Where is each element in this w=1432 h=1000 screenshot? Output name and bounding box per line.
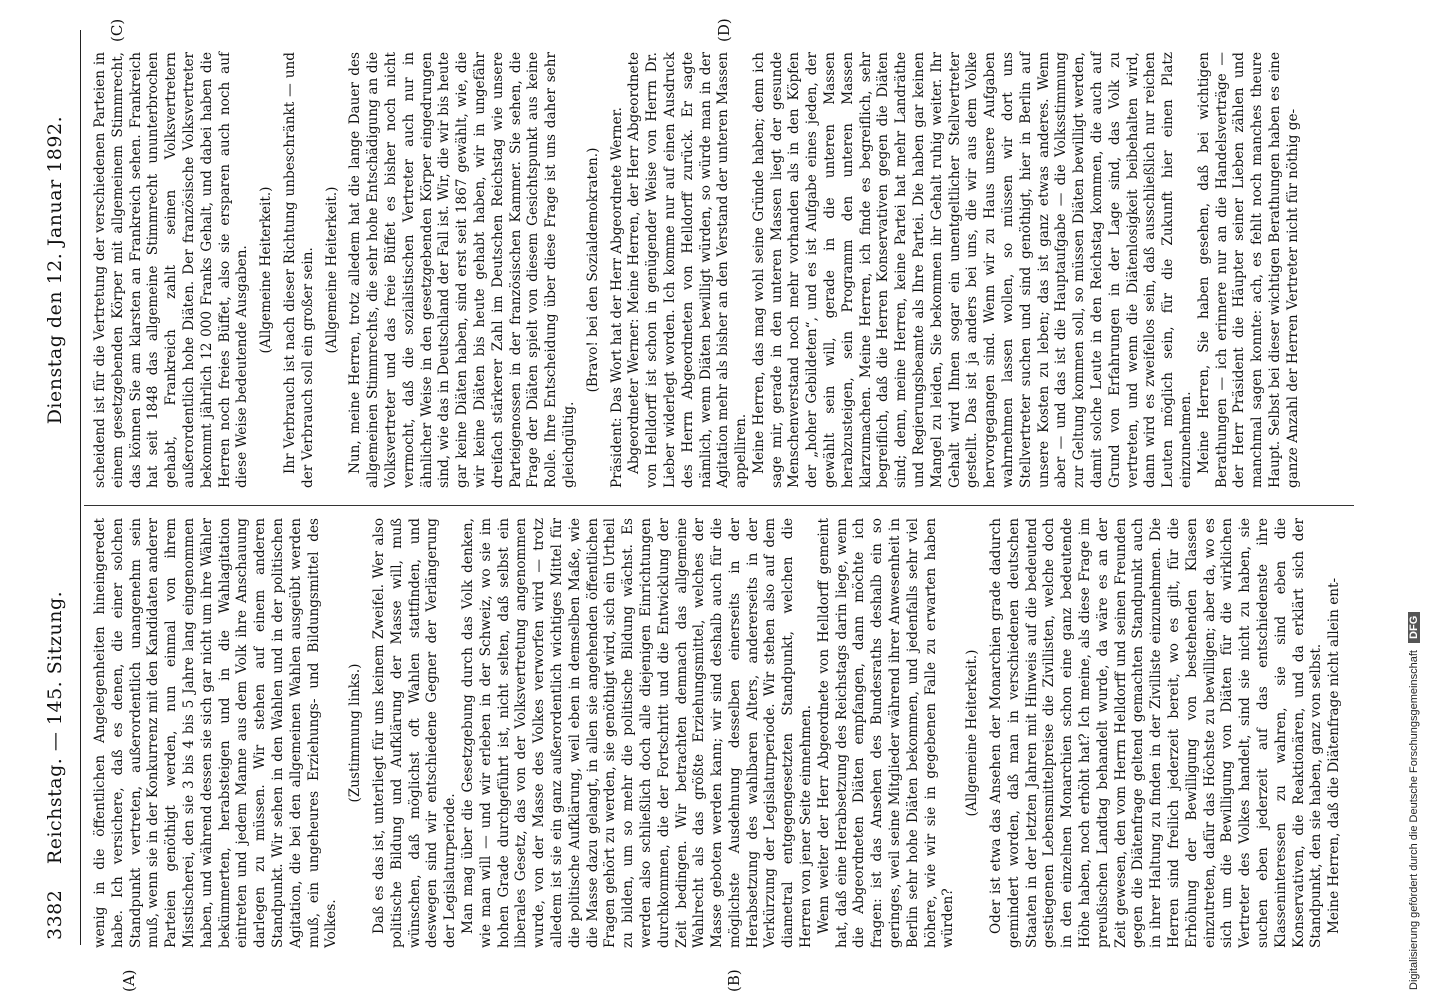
stage-direction: (Allgemeine Heiterkeit.) [258,186,275,354]
paragraph: Oder ist etwa das Ansehen der Monarchien grade dadurch gemindert worden, daß man in verschiedenen deutschen Staaten in der letzten Jahren mit Hinweis auf die bedeutend gestiegenen Lebensmittelpreise die Zivillisten, welche doch in den einzelnen Monarchien schon eine ganz bedeutende Höhe haben, noch erhöht hat? Ich meine, als diese Frage im preußischen Landtag behandelt wurde, da wäre es an der Zeit gewesen, den vom Herrn Helldorff und seinen Freunden gegen die Diätenfrage geltend gemachten Standpunkt auch in ihrer Haltung zu finden in der Zivilliste einzunehmen. Die Herren sind freilich jederzeit bereit, wo es gilt, für die Erhöhung der Bewilligung von bestehenden Klassen einzutreten, dafür das Höchste zu bewilligen; aber da, wo es sich um die Bewilligung von Diäten für die wirklichen Vertreter des Volkes handelt, sind sie nicht zu haben, sie suchen eben jederzeit auf das entschiedenste ihre Klasseninteressen zu wahren, sie sind eben die Konservativen, die Reaktionären, und da erklärt sich der Standpunkt, den sie haben, ganz von selbst. [988,518,1325,948]
stage-direction: (Allgemeine Heiterkeit.) [964,649,981,817]
margin-marker-a: (A) [120,969,138,992]
header-rule [80,30,81,945]
paragraph: scheidend ist für die Vertretung der verschiedenen Parteien in einem gesetzgebenden Körper mit allgemeinem Stimmrecht, das können Sie am klarsten an Frankreich sehen. Frankreich hat seit 1848 das allgemeine Stimmrecht ununterbrochen gehabt, Frankreich zahlt seinen Volksvertretern außerordentlich hohe Diäten. Der französische Volksvertreter bekommt jährlich 12 000 Franks Gehalt, und dabei haben die Herren noch freies Büffet, also sie ersparen auch noch auf diese Weise bedeutende Ausgaben. [92,52,251,488]
paragraph: Daß es das ist, unterliegt für uns keinem Zweifel. Wer also politische Bildung und Aufklärung der Masse will, muß wünschen, daß möglichst oft Wahlen stattfinden, und deswegen sind wir entschiedene Gegner der Verlängerung der Legislaturperiode. [370,518,459,948]
dfg-logo: DFG [1408,612,1420,643]
column-divider [84,505,1354,506]
paragraph: Nun, meine Herren, trotz alledem hat die lange Dauer des allgemeinen Stimmrechts, die sehr hohe Entschädigung an die Volksvertreter und das freie Büffet es bisher noch nicht vermocht, daß die sozialistischen Vertreter auch nur in ähnlicher Weise in den gesetzgebenden Körper eingedrungen sind, wie das in Deutschland der Fall ist. Wir, die wir bis heute gar keine Diäten haben, sind erst seit 1867 gewählt, wie, die wir keine Diäten bis heute gehabt haben, wir in ungefähr dreifach stärkerer Zahl im Deutschen Reichstag wie unsere Parteigenossen in der französischen Kammer. Sie sehen, die Frage der Diäten spielt von diesem Gesichtspunkt aus keine Rolle. Ihre Entscheidung über diese Frage ist uns daher sehr gleichgültig. [347,52,577,488]
page-header [44,40,74,940]
paragraph: Meine Herren, das mag wohl seine Gründe haben; denn ich sage mir, gerade in den unteren Massen liegt der gesunde Menschenverstand noch mehr vorhanden als in den Köpfen der „hoher Gebildeten“, und es ist Aufgabe eines jeden, der gewählt sein will, gerade in die unteren Massen herabzusteigen, sein Programm den unteren Massen klarzumachen. Meine Herren, ich finde es begreiflich, sehr begreiflich, daß die Herren Konservativen gegen die Diäten sind; denn, meine Herren, keine Partei hat mehr Landräthe und Regierungsbeamte als Ihre Partei. Die haben gar keinen Mangel zu leiden, Sie bekommen ihr Gehalt ruhig weiter. Ihr Gehalt wird Ihnen sogar ein unentgeltlicher Stellvertreter gestellt. Das ist ja anders bei uns, die wir aus dem Volke hervorgegangen sind. Wenn wir zu Haus unsere Aufgaben wahrnehmen lassen wollen, so müssen wir dort uns Stellvertreter suchen und sind genöthigt, hier in Berlin auf unsere Kosten zu leben; das ist ganz etwas anderes. Wenn aber — und das ist die Hauptaufgabe — die Volksstimmung zur Geltung kommen soll, so müssen Diäten bewilligt werden, damit solche Leute in den Reichstag kommen, die auch auf Grund von Erfahrungen in der Lage sind, das Volk zu vertreten, und wenn die Diätenlosigkeit beibehalten wird, dann wird es zweifellos sein, daß ausschließlich nur reichen Leuten möglich sein, für die Zukunft hier einen Platz einzunehmen. [750,52,1195,488]
header-left-title: Reichstag. — 145. Sitzung. [44,590,66,865]
digitization-credit [1402,0,1426,1000]
paragraph: Wenn weiter der Herr Abgeordnete von Helldorff gemeint hat, daß eine Herabsetzung des Reichstags darin liege, wenn die Abgeordneten Diäten empfangen, dann möchte ich fragen: ist das Ansehen des Bundesraths deshalb ein so geringes, weil seine Mitglieder während ihrer Anwesenheit in Berlin sehr hohe Diäten bekommen, und jedenfalls sehr viel höhere, wie wir sie in gegebenen Falle zu erwarten haben würden? [815,518,957,948]
paragraph: Abgeordneter Werner: Meine Herren, der Herr Abgeordnete von Helldorff ist schon in genügender Weise von Herrn Dr. Lieber widerlegt worden. Ich komme nur auf einen Ausdruck des Herrn Abgeordneten von Helldorff zurück. Er sagte nämlich, wenn Diäten bewilligt würden, so würde man in der Agitation mehr als bisher an den Verstand der unteren Massen appelliren. [626,52,750,488]
right-column [92,52,1303,488]
stage-direction: (Zustimmung links.) [347,663,364,803]
margin-marker-c: (C) [108,18,126,42]
paragraph: Präsident: Das Wort hat der Herr Abgeordnete Werner. [608,107,625,488]
page-number: 3382 [44,889,66,940]
paragraph: Man mag über die Gesetzgebung durch das Volk denken, wie man will — und wir erleben in der Schweiz, wo sie im hohen Grade durchgeführt ist, nicht selten, daß selbst ein liberales Gesetz, das von der Volksvertretung angenommen wurde, von der Masse des Volkes verworfen wird — trotz alledem ist sie ein ganz außerordentlich wichtiges Mittel für die politische Aufklärung, weil eben in demselben Maße, wie die Masse dazu gelangt, in allen sie angehenden öffentlichen Fragen gehört zu werden, sie genöthigt wird, sich ein Urtheil zu bilden, um so mehr die politische Bildung wächst. Es werden also schließlich doch alle diejenigen Einrichtungen durchkommen, die der Fortschritt und die Entwicklung der Zeit bedingen. Wir betrachten demnach das allgemeine Wahlrecht als das größte Erziehungsmittel, welches der Masse geboten werden kann; wir sind deshalb auch für die möglichste Ausdehnung desselben einerseits in der Herabsetzung des wahlbaren Alters, andererseits in der Verkürzung der Legislaturperiode. Wir stehen also auf dem diametral entgegengesetzten Standpunkt, welchen die Herren von jener Seite einnehmen. [459,518,815,948]
header-right-title: Dienstag den 12. Januar 1892. [44,115,66,425]
stage-direction: (Bravo! bei den Sozialdemokraten.) [584,147,601,393]
paragraph: wenig in die öffentlichen Angelegenheiten hineingeredet habe. Ich versichere, daß es denen, die einer solchen Standpunkt vertreten, außerordentlich unangenehm sein muß, wenn sie in der Konkurrenz mit den Kandidaten anderer Parteien genöthigt werden, nun einmal von ihrem Misstischerei, den sie 3 bis 4 bis 5 Jahre lang eingenommen haben, und während dessen sie sich gar nicht um ihre Wähler bekümmerten, herabsteigen und in die Wahlagitation eintreten und jedem Manne aus dem Volk ihre Anschauung darlegen zu müssen. Wir stehen auf einem anderen Standpunkt. Wir sehen in den Wahlen und in der politischen Agitation, die bei den allgemeinen Wahlen ausgeübt werden muß, ein ungeheures Erziehungs- und Bildungsmittel des Volkes. [92,518,340,948]
margin-marker-b: (B) [725,969,743,992]
paragraph: Meine Herren, daß die Diätenfrage nicht allein ent- [1326,577,1343,934]
paragraph: Ihr Verbrauch ist nach dieser Richtung unbeschränkt — und der Verbrauch soll ein großer sein. [281,52,316,488]
margin-marker-d: (D) [715,18,733,42]
stage-direction: (Allgemeine Heiterkeit.) [323,186,340,354]
left-column [92,518,1344,948]
paragraph: Meine Herren, Sie haben gesehen, daß bei wichtigen Berathungen — ich erinnere nur an die Handelsverträge — der Herr Präsident die Häupter seiner Lieben zählen und manchmal sagen konnte: ach, es fehlt noch manches theure Haupt. Selbst bei dieser wichtigen Berathungen haben es eine ganze Anzahl der Herren Vertreter nicht für nöthig ge- [1195,52,1301,488]
credit-text: Digitalisierung gefördert durch die Deutsche Forschungsgemeinschaft [1408,650,1420,990]
